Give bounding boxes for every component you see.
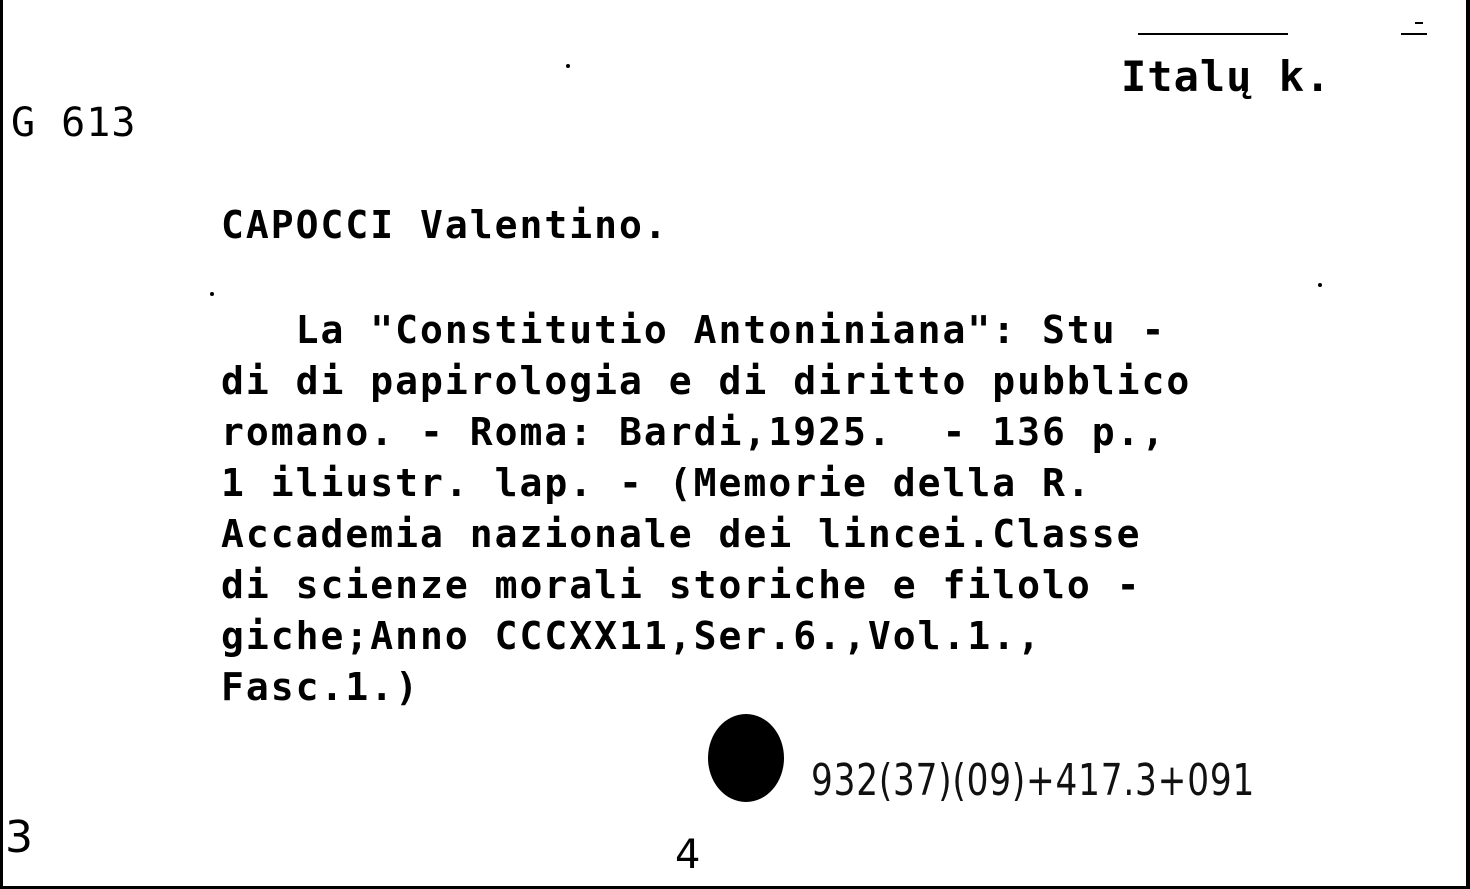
description-line: di di papirologia e di diritto pubblico <box>221 359 1192 403</box>
punch-hole <box>708 714 784 802</box>
description-line: romano. - Roma: Bardi,1925. - 136 p., <box>221 410 1167 454</box>
classification-number: 932(37)(09)+417.3+091 <box>811 755 1256 806</box>
top-rule-short <box>1401 33 1427 35</box>
description-line: di scienze morali storiche e filolo - <box>221 563 1142 607</box>
description-line: La "Constitutio Antoniniana": Stu - <box>221 308 1167 352</box>
call-number: G 613 <box>11 100 137 146</box>
speck <box>566 64 570 68</box>
description-line: Accademia nazionale dei lincei.Classe <box>221 512 1142 556</box>
description-line: giche;Anno CCCXX11,Ser.6.,Vol.1., <box>221 614 1042 658</box>
author-heading: CAPOCCI Valentino. <box>221 203 669 247</box>
speck <box>1318 283 1322 287</box>
bottom-handwritten-mark: 4 <box>675 832 701 878</box>
speck <box>210 292 214 296</box>
top-rule <box>1138 33 1288 35</box>
top-tick-mark <box>1415 22 1423 24</box>
collection-note: Italų k. <box>1121 52 1332 101</box>
corner-handwritten-mark: 3 <box>5 812 33 863</box>
description-line: 1 iliustr. lap. - (Memorie della R. <box>221 461 1092 505</box>
description-line: Fasc.1.) <box>221 665 421 709</box>
